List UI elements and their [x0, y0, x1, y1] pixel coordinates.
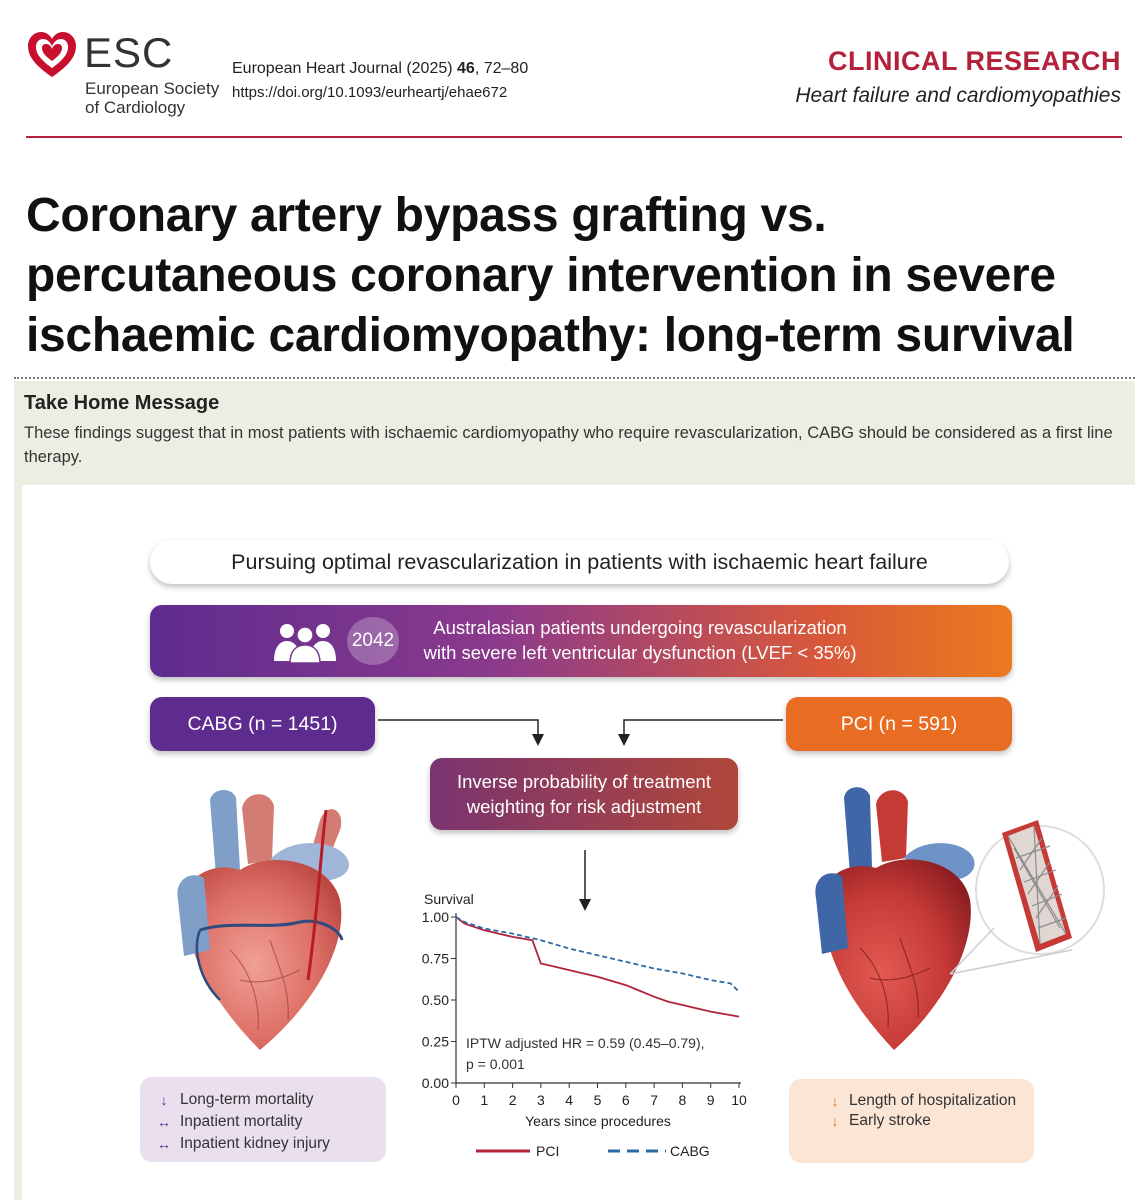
pci-outcome-1	[831, 1111, 1034, 1131]
arrow-both-icon: ↔	[157, 1114, 171, 1130]
series-line-pci	[456, 917, 739, 1017]
y-tick-label: 1.00	[421, 909, 449, 925]
arrow-down-icon: ↓	[160, 1092, 168, 1108]
esc-heart-logo-icon	[26, 30, 78, 82]
cabg-group-label: CABG (n = 1451)	[150, 697, 375, 751]
article-category: CLINICAL RESEARCH	[827, 46, 1121, 76]
chart-lines	[456, 917, 739, 1017]
cabg-outcomes-panel	[140, 1077, 386, 1162]
cabg-outcome-0	[160, 1089, 386, 1111]
iptw-line2: weighting for risk adjustment	[466, 796, 702, 817]
x-tick-label: 6	[621, 1092, 630, 1108]
arrow-down-icon: ↓	[831, 1113, 839, 1129]
arrow-down-icon: ↓	[831, 1093, 839, 1109]
pci-outcome-0	[831, 1091, 1034, 1111]
x-tick-label: 4	[565, 1092, 574, 1108]
y-tick-label: 0.50	[421, 992, 449, 1008]
survival-chart	[410, 885, 755, 1165]
dotted-divider	[14, 377, 1135, 379]
patient-description-line2: with severe left ventricular dysfunction (LVEF < 35%)	[423, 642, 857, 663]
journal-volume: 46	[457, 60, 475, 77]
journal-reference	[232, 60, 528, 78]
x-tick-label: 1	[480, 1092, 489, 1108]
pci-outcome-label: Length of hospitalization	[849, 1092, 1017, 1109]
header-divider	[26, 136, 1122, 138]
legend-cabg-label: CABG	[670, 1143, 710, 1159]
iptw-line1: Inverse probability of treatment	[457, 771, 711, 792]
journal-pages: , 72–80	[474, 60, 529, 77]
iptw-method-box	[430, 758, 738, 830]
heart-bypass-illustration	[170, 780, 370, 1065]
pci-outcomes-panel	[789, 1079, 1034, 1163]
cabg-to-iptw-arrow	[378, 720, 538, 740]
article-subcategory: Heart failure and cardiomyopathies	[795, 84, 1121, 107]
journal-prefix: European Heart Journal (2025)	[232, 60, 453, 77]
take-home-heading: Take Home Message	[24, 392, 220, 414]
series-line-cabg	[456, 917, 739, 992]
cabg-outcome-label: Long-term mortality	[180, 1091, 314, 1108]
article-title: Coronary artery bypass grafting vs. percutaneous coronary intervention in severe ischaemic cardiomyopathy: long-term survival	[26, 189, 1075, 362]
chart-hr-annotation: IPTW adjusted HR = 0.59 (0.45–0.79),	[466, 1035, 705, 1051]
x-tick-label: 8	[678, 1092, 687, 1108]
chart-ylabel: Survival	[424, 891, 474, 907]
patient-count-badge: 2042	[347, 617, 399, 665]
x-tick-label: 7	[650, 1092, 658, 1108]
y-tick-label: 0.75	[421, 950, 449, 967]
pci-group-label: PCI (n = 591)	[786, 697, 1012, 751]
society-abbreviation: ESC	[84, 29, 174, 76]
chart-p-value-annotation: p = 0.001	[466, 1056, 525, 1072]
x-tick-label: 0	[452, 1092, 460, 1108]
x-tick-label: 5	[593, 1092, 602, 1108]
legend-pci-label: PCI	[536, 1143, 560, 1159]
take-home-text: These findings suggest that in most patients with ischaemic cardiomyopathy who require revascularization, CABG should be considered as a first line therapy.	[24, 424, 1113, 466]
society-name-line1: European Society	[85, 79, 220, 98]
abstract-main-title: Pursuing optimal revascularization in patients with ischaemic heart failure	[150, 540, 1009, 584]
y-tick-label: 0.25	[421, 1033, 449, 1050]
x-tick-label: 10	[731, 1092, 747, 1108]
cabg-outcome-2	[157, 1133, 386, 1155]
cabg-outcome-1	[157, 1111, 386, 1133]
heart-stent-illustration	[810, 778, 1110, 1068]
patient-description-line1: Australasian patients undergoing revascularization	[433, 617, 847, 638]
cabg-outcome-label: Inpatient kidney injury	[180, 1135, 330, 1152]
chart-xlabel: Years since procedures	[525, 1113, 671, 1129]
x-tick-label: 2	[508, 1092, 517, 1108]
left-margin-strip	[14, 485, 22, 1200]
pci-to-iptw-arrow	[624, 720, 783, 740]
x-tick-label: 3	[537, 1092, 545, 1108]
y-tick-label: 0.00	[421, 1075, 449, 1091]
pci-outcome-label: Early stroke	[849, 1112, 931, 1129]
doi-link[interactable]: https://doi.org/10.1093/eurheartj/ehae672	[232, 84, 508, 101]
society-name-line2: of Cardiology	[85, 98, 186, 117]
arrow-both-icon: ↔	[157, 1136, 171, 1152]
people-icon	[270, 621, 340, 663]
cabg-outcome-label: Inpatient mortality	[180, 1113, 303, 1130]
x-tick-label: 9	[706, 1092, 715, 1108]
